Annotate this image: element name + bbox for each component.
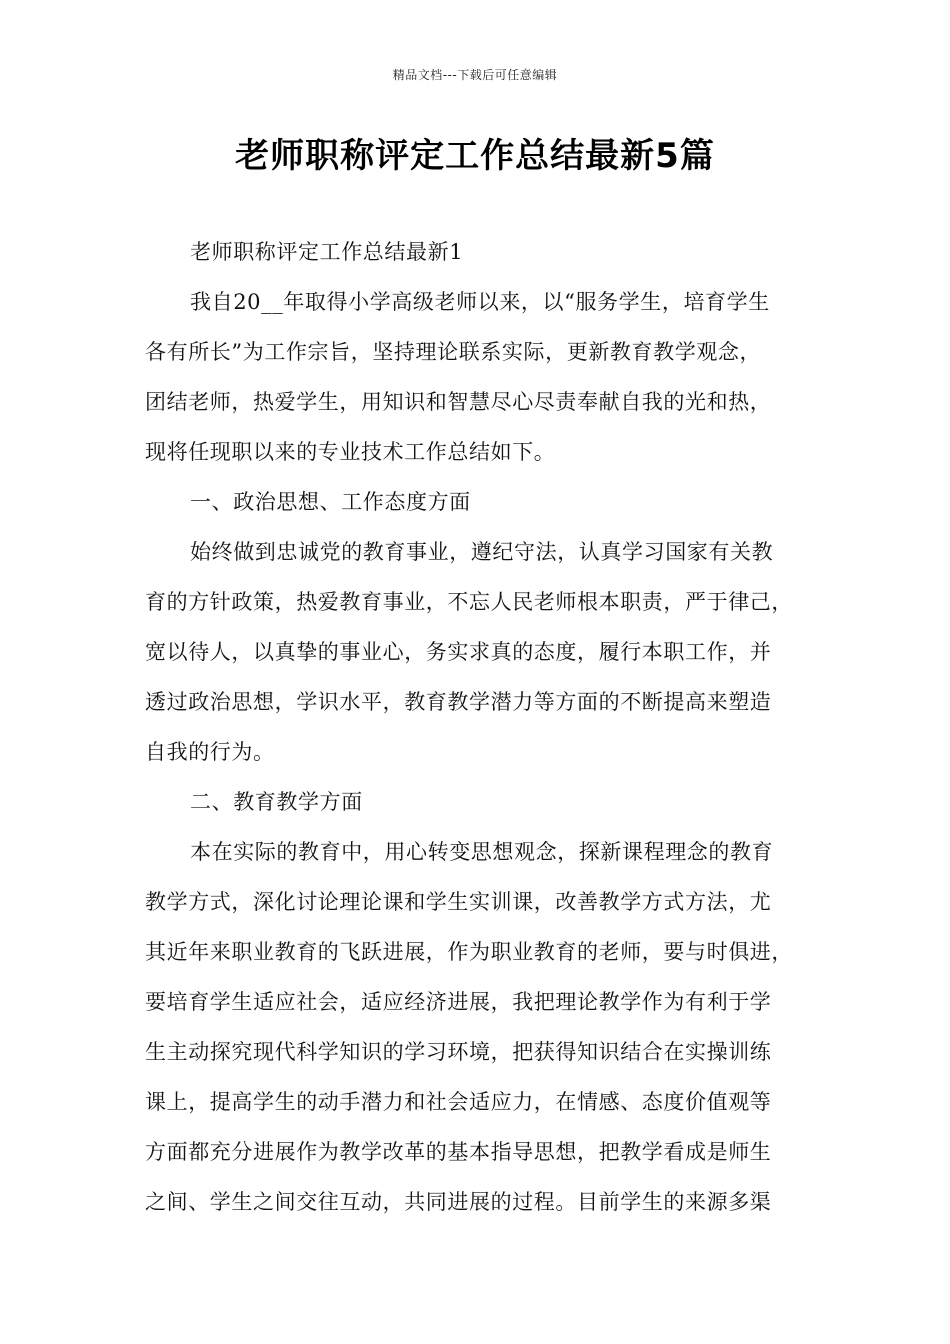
text-line: 二、教育教学方面 — [190, 790, 363, 814]
document-body — [145, 227, 825, 1227]
text-line: 方面都充分进展作为教学改革的基本指导思想，把教学看成是师生 — [145, 1140, 772, 1164]
text-line: 课上，提高学生的动手潜力和社会适应力，在情感、态度价值观等 — [145, 1090, 772, 1114]
text-line: 团结老师，热爱学生，用知识和智慧尽心尽责奉献自我的光和热， — [145, 390, 772, 414]
text-line: 教学方式，深化讨论理论课和学生实训课，改善教学方式方法，尤 — [145, 890, 772, 914]
text-line: 本在实际的教育中，用心转变思想观念，探新课程理念的教育 — [190, 840, 774, 864]
text-line: 各有所长”为工作宗旨，坚持理论联系实际，更新教育教学观念， — [145, 340, 762, 364]
text-line: 一、政治思想、工作态度方面 — [190, 490, 471, 514]
text-line: 我自20__年取得小学高级老师以来，以“服务学生，培育学生 — [190, 290, 770, 314]
header-note: 精品文档---下载后可任意编辑 — [392, 68, 558, 82]
text-line: 要培育学生适应社会，适应经济进展，我把理论教学作为有利于学 — [145, 990, 772, 1014]
text-line: 始终做到忠诚党的教育事业，遵纪守法，认真学习国家有关教 — [190, 540, 774, 564]
text-line: 自我的行为。 — [145, 740, 275, 764]
text-line: 老师职称评定工作总结最新1 — [190, 240, 464, 264]
text-line: 现将任现职以来的专业技术工作总结如下。 — [145, 440, 556, 464]
text-line: 其近年来职业教育的飞跃进展，作为职业教育的老师，要与时俱进， — [145, 940, 793, 964]
text-line: 宽以待人，以真挚的事业心，务实求真的态度，履行本职工作，并 — [145, 640, 772, 664]
text-line: 生主动探究现代科学知识的学习环境，把获得知识结合在实操训练 — [145, 1040, 772, 1064]
text-line: 透过政治思想，学识水平，教育教学潜力等方面的不断提高来塑造 — [145, 690, 772, 714]
text-line: 育的方针政策，热爱教育事业，不忘人民老师根本职责，严于律己， — [145, 590, 793, 614]
document-title: 老师职称评定工作总结最新5篇 — [235, 136, 715, 176]
text-line: 之间、学生之间交往互动，共同进展的过程。目前学生的来源多渠 — [145, 1190, 772, 1214]
